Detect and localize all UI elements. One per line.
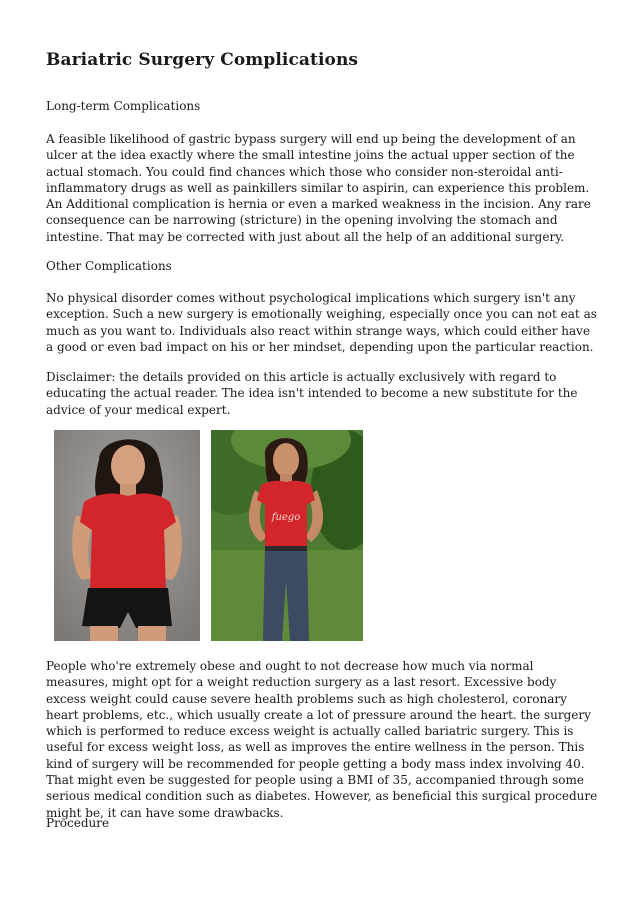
paragraph-other: No physical disorder comes without psychological implications which surgery isn't any exception. Such a new surgery is emotionally weighing, especially once you can not eat as much as you want to. Individuals also react within strange ways, which could either have a good or even bad impact on his or her mindset, depending upon the particular reaction. (46, 291, 597, 354)
before-photo (54, 430, 200, 641)
after-photo (211, 430, 363, 641)
section-heading-procedure: Procedure (46, 816, 110, 830)
paragraph-long-term: A feasible likelihood of gastric bypass surgery will end up being the development of an ulcer at the idea exactly where the small intestine joins the actual upper section of the actual stomach. You could find chances which those who consider non-steroidal anti-inflammatory drugs as well as painkillers similar to aspirin, can experience this problem. An Additional complication is hernia or even a marked weakness in the incision. Any rare consequence can be narrowing (stricture) in the opening involving the stomach and intestine. That may be corrected with just about all the help of an additional surgery. (46, 132, 591, 244)
section-heading-other: Other Complications (46, 259, 172, 273)
paragraph-disclaimer: Disclaimer: the details provided on this article is actually exclusively with regard to educating the actual reader. The idea isn't intended to become a new substitute for the advice of your medical expert. (46, 370, 578, 417)
section-heading-long-term: Long-term Complications (46, 99, 201, 113)
shirt-logo-text: fuego (271, 512, 301, 523)
page-title: Bariatric Surgery Complications (46, 50, 359, 70)
paragraph-people: People who're extremely obese and ought to not decrease how much via normal measures, might opt for a weight reduction surgery as a last resort. Excessive body excess weight could cause severe health problems such as high cholesterol, coronary heart problems, etc., which usually create a lot of pressure around the heart. the surgery which is performed to reduce excess weight is actually called bariatric surgery. This is useful for excess weight loss, as well as improves the entire wellness in the person. This kind of surgery will be recommended for people getting a body mass index involving 40. That might even be suggested for people using a BMI of 35, accompanied through some serious medical condition such as diabetes. However, as beneficial this surgical procedure might be, it can have some drawbacks. (46, 659, 598, 820)
